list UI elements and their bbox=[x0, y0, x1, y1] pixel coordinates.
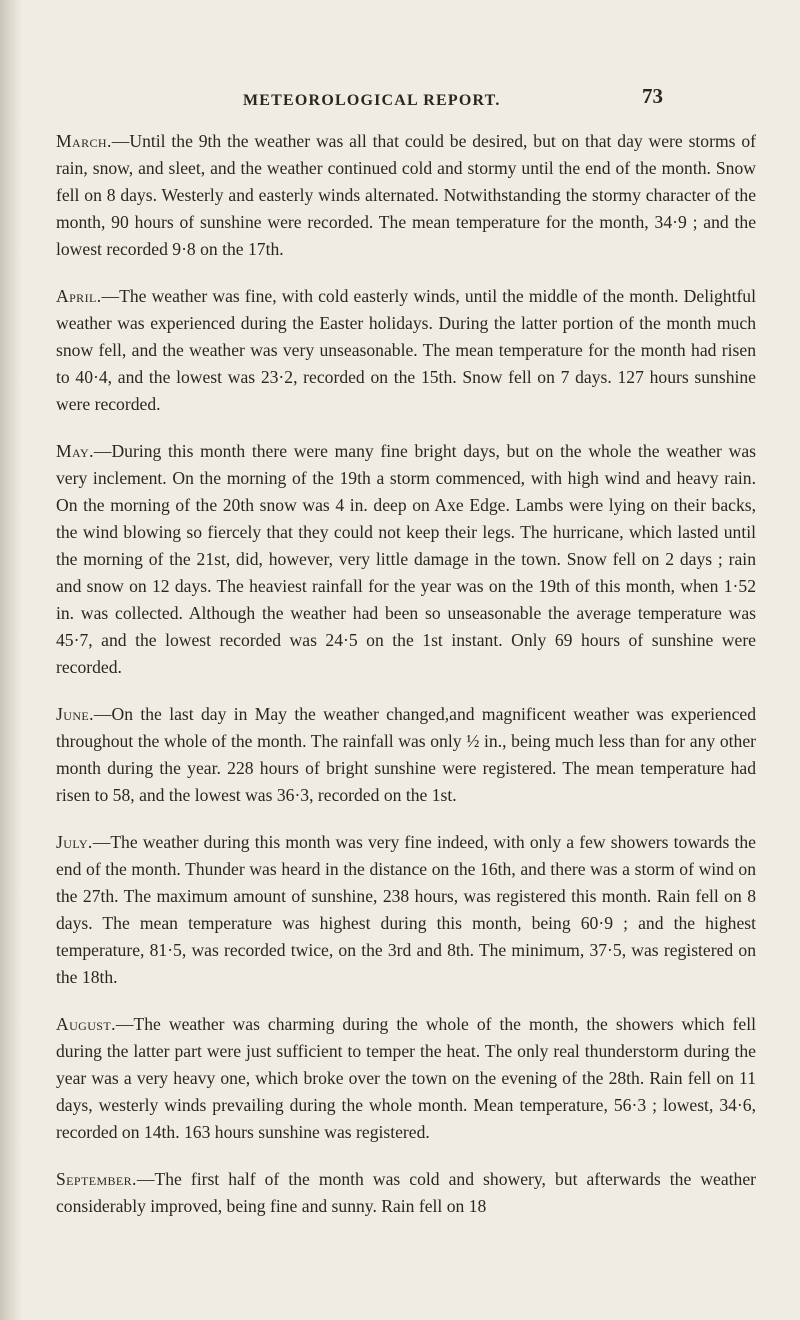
page-number: 73 bbox=[642, 84, 663, 108]
paragraph-text: —On the last day in May the weather changed,and magnificent weather was experienced throughout the whole of the month. The rainfall was only ½ in., being much less than for any other month during the year. 228 hours of bright sunshine were registered. The mean temperature had risen to 58, and the lowest was 36·3, recorded on the 1st. bbox=[56, 704, 756, 805]
month-heading: April. bbox=[56, 286, 102, 306]
paragraph-text: —The weather was fine, with cold easterly winds, until the middle of the month. Delightful weather was experienced during the Easter holidays. During the latter portion of the month much snow fell, and the weather was very unseasonable. The mean temperature for the month had risen to 40·4, and the lowest was 23·2, recorded on the 15th. Snow fell on 7 days. 127 hours sunshine were recorded. bbox=[56, 286, 756, 414]
running-title: METEOROLOGICAL REPORT. bbox=[243, 92, 501, 109]
page-edge-shadow bbox=[0, 0, 22, 1320]
month-heading: August. bbox=[56, 1014, 116, 1034]
paragraph-july bbox=[56, 829, 756, 991]
paragraph-may bbox=[56, 438, 756, 681]
paragraph-text: —The first half of the month was cold and showery, but afterwards the weather considerably improved, being fine and sunny. Rain fell on 18 bbox=[56, 1169, 756, 1216]
month-heading: June. bbox=[56, 704, 94, 724]
month-heading: March. bbox=[56, 131, 112, 151]
paragraph-august bbox=[56, 1011, 756, 1146]
paragraph-text: —The weather during this month was very fine indeed, with only a few showers towards the end of the month. Thunder was heard in the distance on the 16th, and there was a storm of wind on the 27th. The maximum amount of sunshine, 238 hours, was registered this month. Rain fell on 8 days. The mean temperature was highest during this month, being 60·9 ; and the highest temperature, 81·5, was recorded twice, on the 3rd and 8th. The minimum, 37·5, was registered on the 18th. bbox=[56, 832, 756, 987]
paragraph-text: —The weather was charming during the whole of the month, the showers which fell during the latter part were just sufficient to temper the heat. The only real thunderstorm during the year was a very heavy one, which broke over the town on the evening of the 28th. Rain fell on 11 days, westerly winds prevailing during the whole month. Mean temperature, 56·3 ; lowest, 34·6, recorded on 14th. 163 hours sunshine was registered. bbox=[56, 1014, 756, 1142]
paragraph-march bbox=[56, 128, 756, 263]
month-heading: September. bbox=[56, 1169, 137, 1189]
running-header bbox=[0, 84, 800, 114]
paragraph-september bbox=[56, 1166, 756, 1220]
report-body bbox=[56, 128, 756, 1240]
paragraph-text: —During this month there were many fine bright days, but on the whole the weather was very inclement. On the morning of the 19th a storm commenced, with high wind and heavy rain. On the morning of the 20th snow was 4 in. deep on Axe Edge. Lambs were lying on their backs, the wind blowing so fiercely that they could not keep their legs. The hurricane, which lasted until the morning of the 21st, did, however, very little damage in the town. Snow fell on 2 days ; rain and snow on 12 days. The heaviest rainfall for the year was on the 19th of this month, when 1·52 in. was collected. Although the weather had been so unseasonable the average temperature was 45·7, and the lowest recorded was 24·5 on the 1st instant. Only 69 hours of sunshine were recorded. bbox=[56, 441, 756, 677]
paragraph-june bbox=[56, 701, 756, 809]
paragraph-april bbox=[56, 283, 756, 418]
paragraph-text: —Until the 9th the weather was all that could be desired, but on that day were storms of rain, snow, and sleet, and the weather continued cold and stormy until the end of the month. Snow fell on 8 days. Westerly and easterly winds alternated. Notwithstanding the stormy character of the month, 90 hours of sunshine were recorded. The mean temperature for the month, 34·9 ; and the lowest recorded 9·8 on the 17th. bbox=[56, 131, 756, 259]
month-heading: May. bbox=[56, 441, 94, 461]
month-heading: July. bbox=[56, 832, 93, 852]
